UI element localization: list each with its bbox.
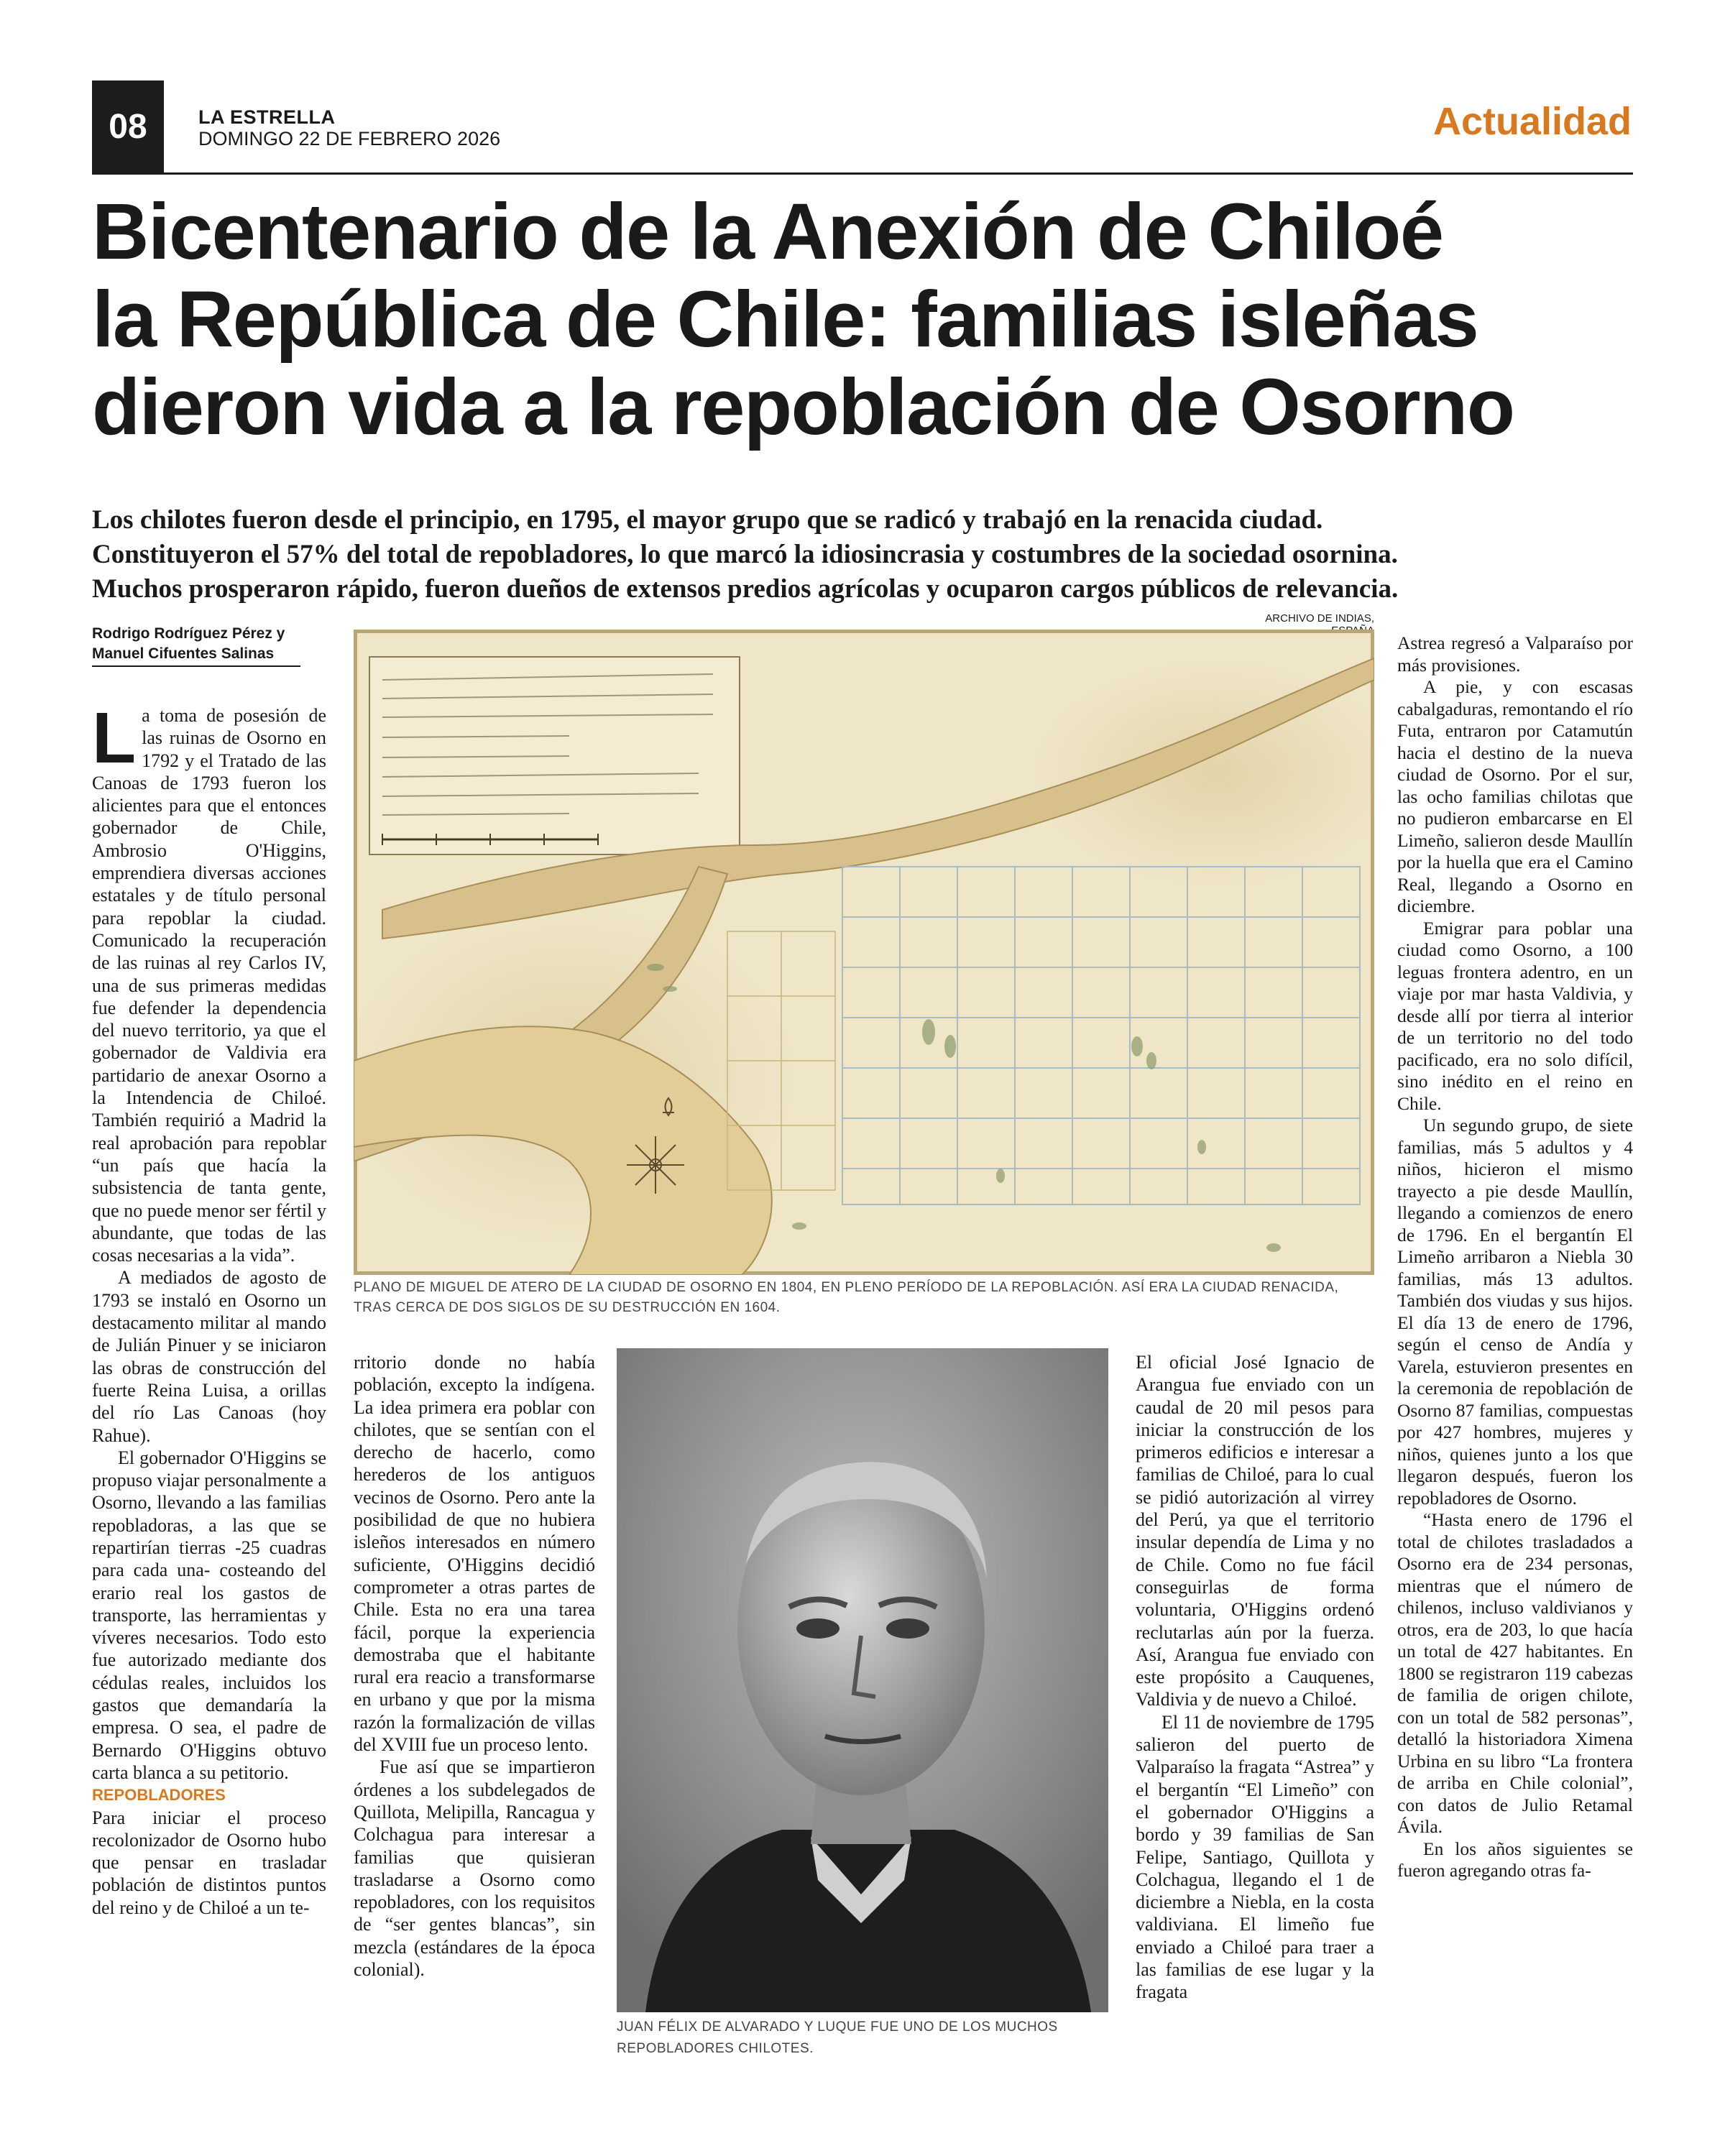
newspaper-name: LA ESTRELLA bbox=[198, 106, 336, 128]
paragraph: Astrea regresó a Valparaíso por más provisiones. bbox=[1397, 632, 1633, 676]
photo-caption-line-2: REPOBLADORES CHILOTES. bbox=[617, 2041, 814, 2056]
deck-line-2: Constituyeron el 57% del total de repobladores, lo que marcó la idiosincrasia y costumbres de la sociedad osornina. bbox=[92, 540, 1398, 569]
paragraph: En los años siguientes se fueron agregando otras fa- bbox=[1397, 1838, 1633, 1881]
paragraph: El oficial José Ignacio de Arangua fue enviado con un caudal de 20 mil pesos para iniciar la construcción de los primeros edificios e interesar a familias de Chiloé, para lo cual se pidió autorización al virrey del Perú, ya que el territorio insular dependía de Lima y no de Chile. Como no fue fácil conseguirlas de forma voluntaria, O'Higgins ordenó reclutarlas aún por la fuerza. Así, Arangua fue enviado con este propósito a Cauquenes, Valdivia y de nuevo a Chiloé. bbox=[1136, 1352, 1374, 1710]
byline-rule bbox=[92, 665, 300, 667]
subhead: REPOBLADORES bbox=[92, 1786, 226, 1805]
headline-line-1: Bicentenario de la Anexión de Chiloé bbox=[92, 188, 1443, 276]
byline-author-1: Rodrigo Rodríguez Pérez y bbox=[92, 625, 285, 642]
photo-caption-line-1: JUAN FÉLIX DE ALVARADO Y LUQUE FUE UNO DE LOS MUCHOS bbox=[617, 2019, 1058, 2035]
portrait-photo bbox=[617, 1348, 1108, 2012]
deck-line-1: Los chilotes fueron desde el principio, en 1795, el mayor grupo que se radicó y trabajó en la renacida ciudad. bbox=[92, 505, 1323, 535]
page-number: 08 bbox=[92, 80, 164, 172]
publication-date: DOMINGO 22 DE FEBRERO 2026 bbox=[198, 128, 501, 149]
article-column-1 bbox=[92, 698, 326, 1919]
map-credit: ARCHIVO DE INDIAS, bbox=[1265, 612, 1374, 625]
byline-author-2: Manuel Cifuentes Salinas bbox=[92, 645, 275, 662]
paragraph: Un segundo grupo, de siete familias, más 5 adultos y 4 niños, hicieron el mismo trayecto a pie desde Maullín, llegando a comienzos de enero de 1796. En el bergantín El Limeño arribaron a Niebla 30 familias, más 13 adultos. También dos viudas y sus hijos. El día 13 de enero de 1796, según el censo de Andía y Varela, estuvieron presentes en la ceremonia de repoblación de Osorno 87 familias, compuestas por 427 hombres, mujeres y niños, quienes junto a los que llegaron después, fueron los repobladores de Osorno. bbox=[1397, 1115, 1633, 1508]
paragraph: “Hasta enero de 1796 el total de chilotes trasladados a Osorno era de 234 personas, mientras que el número de chilenos, incluso valdivianos y otros, era de 203, lo que hacía un total de 427 habitantes. En 1800 se registraron 119 cabezas de familia de origen chilote, con un total de 582 personas”, detalló la historiadora Ximena Urbina en su libro “La frontera de arriba en Chile colonial”, con datos de Julio Retamal Ávila. bbox=[1397, 1509, 1633, 1837]
paragraph: rritorio donde no había población, excepto la indígena. La idea primera era poblar con chilotes, que se sentían con el derecho de hacerlo, como herederos de los antiguos vecinos de Osorno. Pero ante la posibilidad de que no hubiera isleños interesados en número suficiente, O'Higgins decidió comprometer a otras partes de Chile. Esta no era una tarea fácil, porque la experiencia demostraba que el habitante rural era reacio a transformarse en urbano y que por la misma razón la formalización de villas del XVIII fue un proceso lento. bbox=[354, 1352, 595, 1756]
map-caption-line-1: PLANO DE MIGUEL DE ATERO DE LA CIUDAD DE OSORNO EN 1804, EN PLENO PERÍODO DE LA REPOBLACIÓN. ASÍ ERA LA CIUDAD RENACIDA, bbox=[354, 1280, 1339, 1295]
paragraph: El 11 de noviembre de 1795 salieron del puerto de Valparaíso la fragata “Astrea” y el bergantín “El Limeño” con el gobernador O'Higgins a bordo y 39 familias de San Felipe, Santiago, Quillota y Colchagua, llegando el 1 de diciembre a Niebla, en la costa valdiviana. El limeño fue enviado a Chiloé para traer a las familias de ese lugar y la fragata bbox=[1136, 1711, 1374, 2003]
photo-caption bbox=[617, 2017, 1134, 2060]
header-rule bbox=[92, 172, 1633, 175]
section-label: Actualidad bbox=[1432, 100, 1632, 143]
osorno-1804-map-illustration bbox=[354, 630, 1374, 1275]
article-column-2 bbox=[354, 1351, 595, 1981]
paragraph: Emigrar para poblar una ciudad como Osorno, a 100 leguas frontera adentro, en un viaje por mar hasta Valdivia, y desde allí por tierra al interior de un territorio no del todo pacificado, era no solo difícil, sino inédito en el reino en Chile. bbox=[1397, 917, 1633, 1114]
paragraph: Fue así que se impartieron órdenes a los subdelegados de Quillota, Melipilla, Rancagua y Colchagua para interesar a familias que quisieran trasladarse a Osorno como repobladores, con los requisitos de “ser gentes blancas”, sin mezcla (estándares de la época colonial). bbox=[354, 1756, 595, 1981]
byline bbox=[92, 624, 336, 664]
paragraph: El gobernador O'Higgins se propuso viajar personalmente a Osorno, llevando a las familias repobladoras, a las que se repartirían tierras -25 cuadras para cada una- costeando del erario real los gastos de transporte, las herramientas y víveres necesarios. Todo esto fue autorizado mediante dos cédulas reales, incluidos los gastos que demandaría la empresa. O sea, el padre de Bernardo O'Higgins obtuvo carta blanca a su petitorio. bbox=[92, 1447, 326, 1783]
headline bbox=[92, 188, 1637, 451]
map-caption-line-2: TRAS CERCA DE DOS SIGLOS DE SU DESTRUCCIÓN EN 1604. bbox=[354, 1300, 781, 1315]
paragraph: A mediados de agosto de 1793 se instaló en Osorno un destacamento militar al mando de Julián Pinuer y se iniciaron las obras de construcción del fuerte Reina Luisa, a orillas del río Las Canoas (hoy Rahue). bbox=[92, 1267, 326, 1446]
drop-cap: L bbox=[92, 698, 137, 778]
deck-line-3: Muchos prosperaron rápido, fueron dueños de extensos predios agrícolas y ocuparon cargos públicos de relevancia. bbox=[92, 574, 1399, 604]
paragraph: A pie, y con escasas cabalgaduras, remontando el río Futa, entraron por Catamutún hacia el destino de la nueva ciudad de Osorno. Por el sur, las ocho familias chilotas que no pudieron embarcarse en El Limeño, salieron desde Maullín por la huella que era el Camino Real, llegando a Osorno en diciembre. bbox=[1397, 676, 1633, 916]
portrait-illustration bbox=[617, 1348, 1108, 2012]
headline-line-3: dieron vida a la repoblación de Osorno bbox=[92, 363, 1514, 451]
paragraph bbox=[92, 698, 326, 1266]
map-caption bbox=[354, 1278, 1389, 1318]
headline-line-2: la República de Chile: familias isleñas bbox=[92, 275, 1478, 364]
article-column-3 bbox=[1136, 1351, 1374, 2004]
deck bbox=[92, 503, 1637, 607]
paragraph: Para iniciar el proceso recolonizador de Osorno hubo que pensar en trasladar población de distintos puntos del reino y de Chiloé a un te- bbox=[92, 1807, 326, 1918]
article-column-4 bbox=[1397, 632, 1633, 1882]
paragraph-text: a toma de posesión de las ruinas de Osorno en 1792 y el Tratado de las Canoas de 1793 fueron los alicientes para que el entonces gobernador de Chile, Ambrosio O'Higgins, emprendiera diversas acciones estatales y de título personal para repoblar la ciudad. Comunicado la recuperación de las ruinas al rey Carlos IV, una de sus primeras medidas fue defender la dependencia del nuevo territorio, ya que el gobernador de Valdivia era partidario de anexar Osorno a la Intendencia de Chiloé. También requirió a Madrid la real aprobación para repoblar “un país que hacía la subsistencia de tanta gente, que no puede menor ser fértil y abundante, que todas de las cosas necesarias a la vida”. bbox=[92, 705, 326, 1266]
historic-map-image bbox=[354, 630, 1374, 1275]
